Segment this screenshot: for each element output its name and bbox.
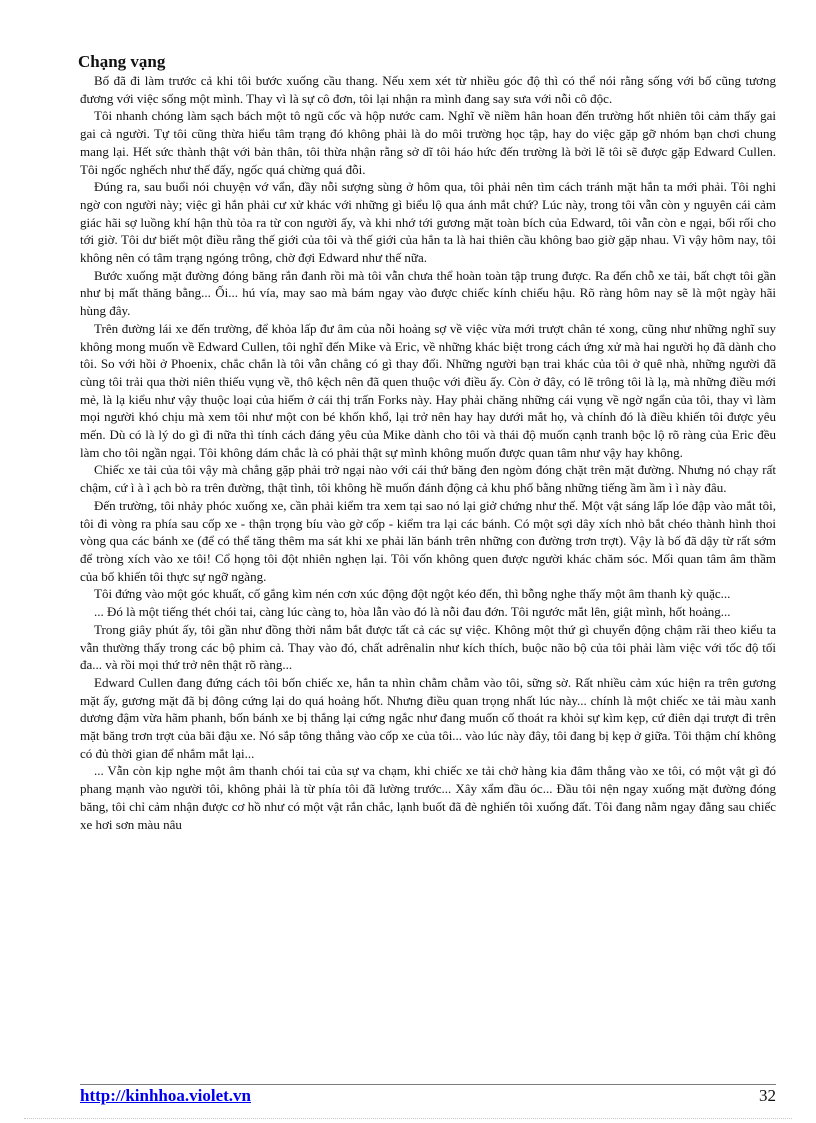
paragraph: Tôi nhanh chóng làm sạch bách một tô ngũ cốc và hộp nước cam. Nghĩ về niềm hân hoan đến trường hốt nhiên tôi cảm thấy gai gai cả người. Tự tôi cũng thừa hiểu tâm trạng đó không phải là do môi trường học tập, hay do việc gặp gỡ nhóm bạn chơi chung mang lại. Hết sức thành thật với bản thân, tôi thừa nhận rằng sở dĩ tôi háo hức đến trường là bởi lẽ tôi sẽ được gặp Edward Cullen. Tôi ngốc nghếch như thế đấy, ngốc quá chừng quá đỗi. xyxy=(80,108,776,177)
body-text xyxy=(80,72,776,833)
paragraph: Chiếc xe tải của tôi vậy mà chẳng gặp phải trở ngại nào với cái thứ băng đen ngòm đóng chặt trên mặt đường. Nhưng nó chạy rất chậm, cứ ì à ì ạch bò ra trên đường, thật tình, tôi không hề muốn đánh động cả khu phố bằng những tiếng ầm ầm ì ì này đâu. xyxy=(80,462,776,496)
chapter-title: Chạng vạng xyxy=(78,52,166,71)
footer-website-link[interactable]: http://kinhhoa.violet.vn xyxy=(80,1086,251,1105)
paragraph: Bước xuống mặt đường đóng băng rắn đanh rồi mà tôi vẫn chưa thể hoàn toàn tập trung được. Ra đến chỗ xe tải, bất chợt tôi gần như bị mất thăng bằng... Ối... hú vía, may sao mà bám ngay vào được chiếc kính chiếu hậu. Rõ ràng hôm nay sẽ là một ngày hãi hùng đây. xyxy=(80,267,776,319)
page-number: 32 xyxy=(759,1086,776,1105)
paragraph: Trên đường lái xe đến trường, để khỏa lấp đư âm của nỗi hoảng sợ về việc vừa mới trượt chân té xong, cũng như những nghĩ suy không mong muốn về Edward Cullen, tôi nghĩ đến Mike và Eric, về những khác biệt trong cách ứng xử mà hai người họ đã dành cho tôi. So với hồi ở Phoenix, chắc chắn là tôi vẫn chẳng có gì thay đổi. Những người bạn trai khác của tôi ở quê nhà, những người đã cùng tôi trải qua thời niên thiếu vụng về, thô kệch nên đã quen thuộc với điều ấy. Còn ở đây, có lẽ trông tôi là lạ, mà những điều mới mẻ, là lạ kiểu như vậy thuộc loại của hiếm ở cái thị trấn Forks này. Hay phải chăng những cái vụng về ngờ ngẩn của tôi, thay vì làm mọi người khó chịu mà xem tôi như một con bé khốn khổ, lại trở nên hay hay dưới mắt họ, và chính đó là điều khiến tôi được yêu mến. Dù có là lý do gì đi nữa thì tính cách đáng yêu của Mike dành cho tôi và thái độ muốn cạnh tranh bộc lộ rõ ràng của Eric đều làm cho tôi ngần ngại. Tôi không dám chắc là có phải thật sự mình không muốn được quan tâm như vậy hay không. xyxy=(80,320,776,460)
paragraph: Tôi đứng vào một góc khuất, cố gắng kìm nén cơn xúc động đột ngột kéo đến, thì bỗng nghe thấy một âm thanh kỳ quặc... xyxy=(94,586,731,602)
paragraph: ... Vẫn còn kịp nghe một âm thanh chói tai của sự va chạm, khi chiếc xe tải chở hàng kia đâm thẳng vào xe tôi, có một vật gì đó phang mạnh vào người tôi, không phải là từ phía tôi đã lường trước... Xây xẩm đầu óc... Đầu tôi nện ngay xuống mặt đường đóng băng, tôi chỉ cảm nhận được cơ hồ như có một vật rắn chắc, lạnh buốt đã đè nghiến tôi xuống đất. Tôi đang nằm ngay đằng sau chiếc xe hơi sơn màu nâu xyxy=(80,763,776,832)
paragraph: Đến trường, tôi nhảy phóc xuống xe, cần phải kiểm tra xem tại sao nó lại giở chứng như thế. Một vật sáng lấp lóe đập vào mắt tôi, tôi đi vòng ra phía sau cốp xe - thận trọng bíu vào gờ cốp - kiểm tra lại các bánh. Có một sợi dây xích nhỏ bắt chéo thành hình thoi vòng qua các bánh xe (để có thể tăng thêm ma sát khi xe phải lăn bánh trên những con đường trơn trợt). Vậy là bố đã dậy từ rất sớm để tròng xích vào xe tôi! Cổ họng tôi đột nhiên nghẹn lại. Tôi vốn không quen được người khác chăm sóc. Mối quan tâm âm thầm của bố khiến tôi thực sự ngỡ ngàng. xyxy=(80,497,776,584)
paragraph: Edward Cullen đang đứng cách tôi bốn chiếc xe, hắn ta nhìn chằm chằm vào tôi, sững sờ. Rất nhiều cảm xúc hiện ra trên gương mặt ấy, gương mặt đã bị đông cứng lại do quá hoảng hốt. Nhưng điều quan trọng nhất lúc này... chính là một chiếc xe tải màu xanh dương đậm vừa hãm phanh, bốn bánh xe bị thắng lại cứng ngắc như đang muốn cố thoát ra khỏi sự kìm kẹp, cứ điên dại trượt đi trên mặt băng trơn trợt của bãi đậu xe. Nó sắp tông thẳng vào cốp xe của tôi... vào lúc này đây, tôi đang bị kẹp ở giữa. Tôi thậm chí không có đủ thời gian để nhắm mắt lại... xyxy=(80,674,776,761)
paragraph: Trong giây phút ấy, tôi gần như đồng thời nắm bắt được tất cả các sự việc. Không một thứ gì chuyển động chậm rãi theo kiểu ta vẫn thường thấy trong các bộ phim cả. Thay vào đó, chất adrênalin như kích thích, buộc não bộ của tôi phải làm việc với tốc độ tối đa... và rồi mọi thứ trở nên thật rõ ràng... xyxy=(80,621,776,673)
paragraph: Đúng ra, sau buổi nói chuyện vớ vẩn, đầy nỗi sượng sùng ở hôm qua, tôi phải nên tìm cách tránh mặt hắn ta mới phải. Tôi nghi ngờ con người này; việc gì hắn phải cư xử khác với những gì biểu lộ qua ánh mắt chứ? Lúc này, trong tôi vẫn còn y nguyên cái cảm giác hãi sợ luồng khí hận thù tỏa ra từ con người ấy, và khi nhớ tới gương mặt toàn bích của Edward, tôi vẫn còn e ngại, bối rối cho tới giờ. Tôi dư biết một điều rằng thế giới của tôi và thế giới của hắn ta là hai thiên cầu không bao giờ gặp nhau. Vì vậy hôm nay, tôi không nên có tâm trạng ngóng trông, chờ đợi Edward như thế nữa. xyxy=(80,179,776,266)
footer-divider xyxy=(80,1084,776,1085)
paragraph: Bố đã đi làm trước cả khi tôi bước xuống cầu thang. Nếu xem xét từ nhiều góc độ thì có thể nói rằng sống với bố cũng tương đương với việc sống một mình. Thay vì là sự cô đơn, tôi lại nhận ra mình đang say sưa với nỗi cô độc. xyxy=(80,73,776,106)
paragraph: ... Đó là một tiếng thét chói tai, càng lúc càng to, hòa lẫn vào đó là nỗi đau đớn. Tôi ngước mắt lên, giật mình, hốt hoảng... xyxy=(94,604,731,620)
page-bottom-dotted-border xyxy=(24,1118,792,1119)
